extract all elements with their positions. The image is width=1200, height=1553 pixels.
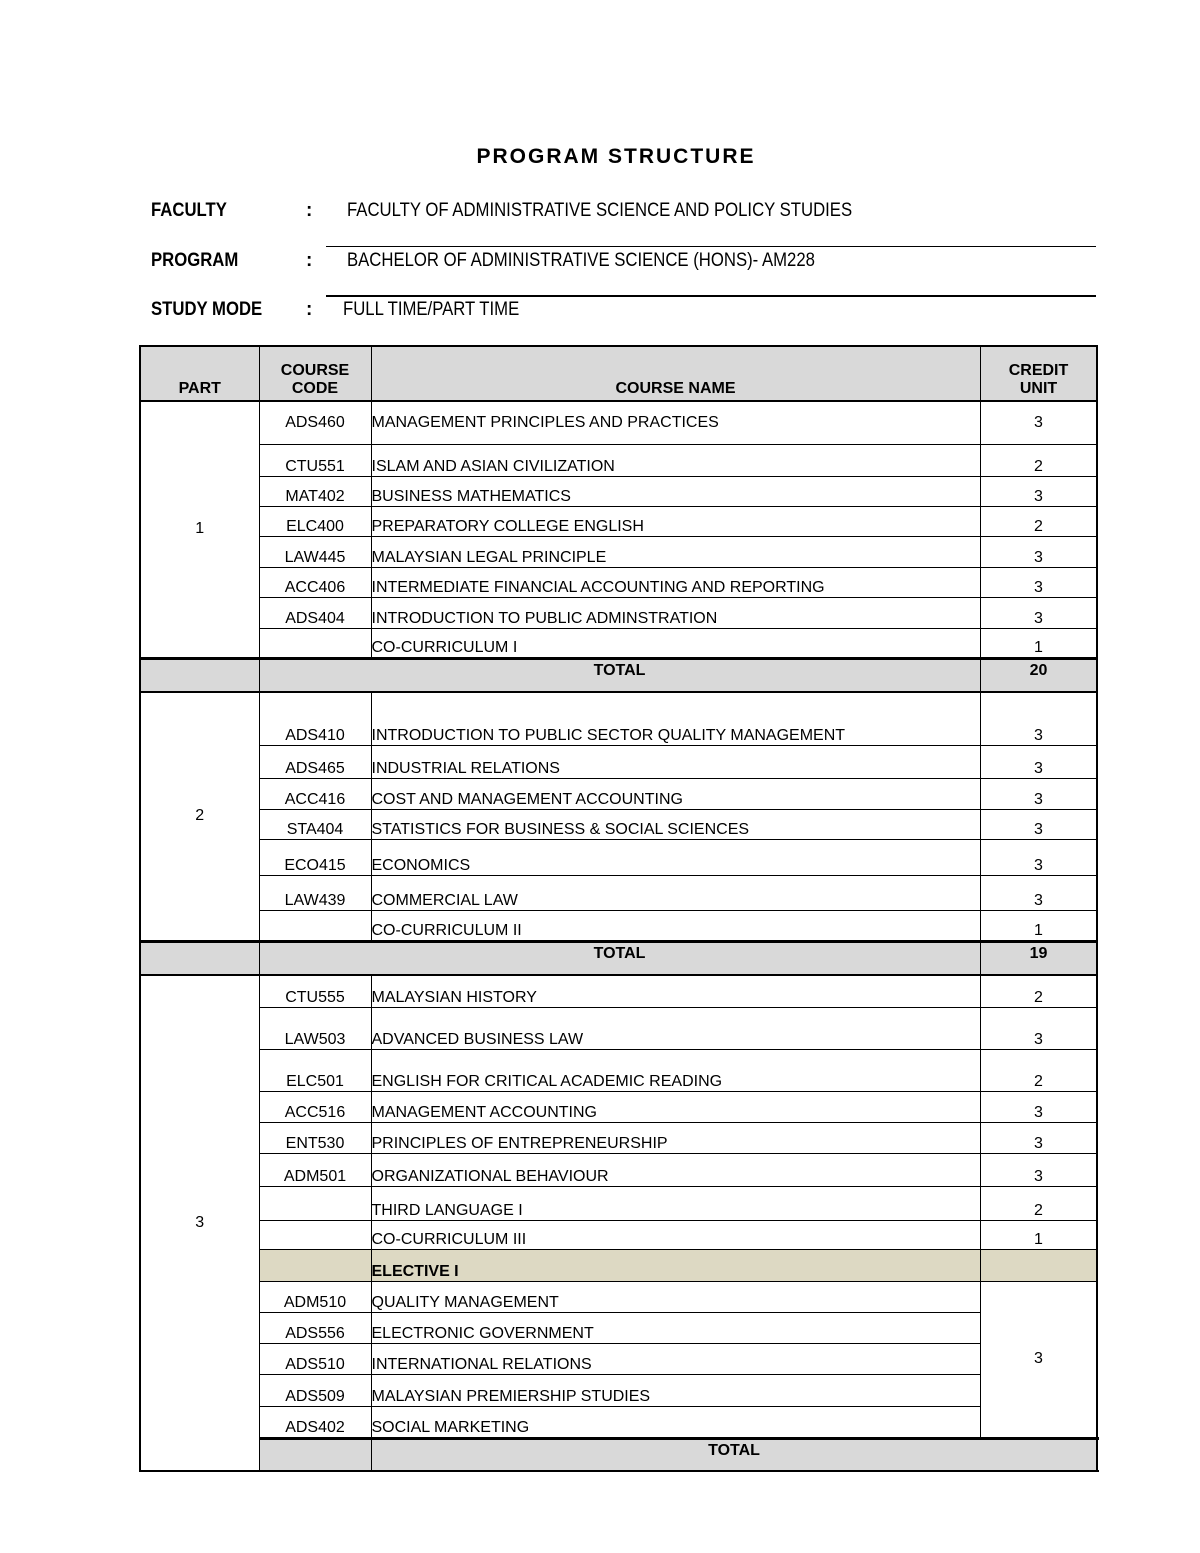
credit-unit: 3 [980,536,1097,567]
faculty-label: FACULTY [151,200,227,221]
credit-unit: 3 [980,401,1097,444]
part-2-total-row [140,941,1097,975]
table-row [140,1186,1097,1220]
course-code: ELC400 [259,506,371,536]
table-row [140,1091,1097,1122]
study-mode-colon: : [306,299,313,320]
table-row [140,1406,1097,1438]
table-row [140,975,1097,1007]
course-name: MANAGEMENT PRINCIPLES AND PRACTICES [371,401,980,444]
total-spacer [140,941,259,975]
course-code: ACC406 [259,567,371,597]
elective-code: ADS402 [259,1406,371,1438]
table-row [140,444,1097,476]
table-row [140,536,1097,567]
course-name: COMMERCIAL LAW [371,875,980,910]
course-name: ADVANCED BUSINESS LAW [371,1007,980,1049]
course-code: MAT402 [259,476,371,506]
table-row [140,1007,1097,1049]
course-code [259,1186,371,1220]
table-row [140,809,1097,839]
course-code: LAW445 [259,536,371,567]
header-credit-unit [980,346,1097,401]
table-row [140,401,1097,444]
course-name: BUSINESS MATHEMATICS [371,476,980,506]
credit-unit: 3 [980,809,1097,839]
elective-header-row [140,1249,1097,1281]
header-code-line2: CODE [291,380,339,397]
course-code: CTU551 [259,444,371,476]
course-code: ECO415 [259,839,371,875]
table-row [140,839,1097,875]
total-value: 19 [980,941,1097,975]
elective-code: ADS510 [259,1343,371,1374]
credit-unit: 3 [980,778,1097,809]
course-name: ENGLISH FOR CRITICAL ACADEMIC READING [371,1049,980,1091]
credit-unit: 3 [980,875,1097,910]
credit-unit: 3 [980,567,1097,597]
part-2-cell: 2 [140,692,259,941]
credit-unit: 3 [980,839,1097,875]
course-code: CTU555 [259,975,371,1007]
course-name: PREPARATORY COLLEGE ENGLISH [371,506,980,536]
credit-unit: 3 [980,692,1097,745]
table-row [140,506,1097,536]
credit-unit: 1 [980,628,1097,658]
course-code [259,1220,371,1249]
part-1-cell: 1 [140,401,259,658]
course-name: COST AND MANAGEMENT ACCOUNTING [371,778,980,809]
table-row [140,910,1097,941]
credit-unit: 3 [980,1153,1097,1186]
course-code: ADS410 [259,692,371,745]
credit-unit: 3 [980,1122,1097,1153]
course-code: ADM501 [259,1153,371,1186]
table-row [140,778,1097,809]
credit-unit: 3 [980,1091,1097,1122]
course-code: ACC416 [259,778,371,809]
course-name: ISLAM AND ASIAN CIVILIZATION [371,444,980,476]
course-name: MALAYSIAN LEGAL PRINCIPLE [371,536,980,567]
course-name: THIRD LANGUAGE I [371,1186,980,1220]
elective-code: ADS556 [259,1312,371,1343]
credit-unit: 3 [980,745,1097,778]
total-spacer [140,658,259,692]
program-value: BACHELOR OF ADMINISTRATIVE SCIENCE (HONS)- AM228 [347,250,815,271]
course-name: PRINCIPLES OF ENTREPRENEURSHIP [371,1122,980,1153]
total-label: TOTAL [259,658,980,692]
table-row [140,692,1097,745]
course-code: STA404 [259,809,371,839]
total-spacer [259,1438,371,1471]
elective-credit: 3 [980,1281,1097,1438]
table-header-row [140,346,1097,401]
table-row [140,476,1097,506]
program-underline [326,295,1096,297]
credit-unit: 2 [980,1049,1097,1091]
course-name: ORGANIZATIONAL BEHAVIOUR [371,1153,980,1186]
header-course-code [259,346,371,401]
elective-code-spacer [259,1249,371,1281]
course-code: LAW503 [259,1007,371,1049]
course-name: MALAYSIAN HISTORY [371,975,980,1007]
elective-name: ELECTRONIC GOVERNMENT [371,1312,980,1343]
course-name: MANAGEMENT ACCOUNTING [371,1091,980,1122]
course-name: INDUSTRIAL RELATIONS [371,745,980,778]
elective-credit-spacer [980,1249,1097,1281]
course-name: INTRODUCTION TO PUBLIC ADMINSTRATION [371,597,980,628]
course-name: ECONOMICS [371,839,980,875]
table-row [140,597,1097,628]
table-row [140,745,1097,778]
table-row [140,567,1097,597]
credit-unit: 2 [980,506,1097,536]
elective-name: QUALITY MANAGEMENT [371,1281,980,1312]
course-code: ADS460 [259,401,371,444]
elective-name: MALAYSIAN PREMIERSHIP STUDIES [371,1374,980,1406]
faculty-underline [326,246,1096,247]
elective-name: INTERNATIONAL RELATIONS [371,1343,980,1374]
course-code [259,910,371,941]
header-code-line1: COURSE [280,362,350,379]
part-3-cell: 3 [140,975,259,1471]
program-colon: : [306,250,313,271]
elective-name: SOCIAL MARKETING [371,1406,980,1438]
course-code [259,628,371,658]
credit-unit: 3 [980,597,1097,628]
table-row [140,1374,1097,1406]
study-mode-label: STUDY MODE [151,299,263,320]
course-name: INTRODUCTION TO PUBLIC SECTOR QUALITY MANAGEMENT [371,692,980,745]
header-credit-line1: CREDIT [1008,362,1069,379]
course-name: CO-CURRICULUM II [371,910,980,941]
table-row [140,628,1097,658]
credit-unit: 3 [980,1007,1097,1049]
table-row [140,1122,1097,1153]
part-1-total-row [140,658,1097,692]
elective-label: ELECTIVE I [371,1249,980,1281]
course-code: ADS465 [259,745,371,778]
credit-unit: 1 [980,1220,1097,1249]
elective-code: ADS509 [259,1374,371,1406]
credit-unit: 2 [980,444,1097,476]
program-label: PROGRAM [151,250,239,271]
header-part: PART [140,346,259,401]
table-row [140,1343,1097,1374]
course-code: LAW439 [259,875,371,910]
credit-unit: 2 [980,1186,1097,1220]
faculty-colon: : [306,200,313,221]
table-row [140,1220,1097,1249]
credit-unit: 1 [980,910,1097,941]
course-code: ACC516 [259,1091,371,1122]
table-row [140,1153,1097,1186]
header-course-name: COURSE NAME [371,346,980,401]
course-name: CO-CURRICULUM I [371,628,980,658]
total-value: 20 [980,658,1097,692]
course-code: ADS404 [259,597,371,628]
table-row [140,1281,1097,1312]
program-structure-table [139,345,1098,1472]
faculty-value: FACULTY OF ADMINISTRATIVE SCIENCE AND POLICY STUDIES [347,200,853,221]
header-credit-line2: UNIT [1019,380,1058,397]
part-3-total-row [140,1438,1097,1471]
study-mode-value: FULL TIME/PART TIME [343,299,520,320]
course-name: STATISTICS FOR BUSINESS & SOCIAL SCIENCES [371,809,980,839]
course-name: CO-CURRICULUM III [371,1220,980,1249]
credit-unit: 2 [980,975,1097,1007]
total-label: TOTAL [259,941,980,975]
table-row [140,875,1097,910]
page-title: PROGRAM STRUCTURE [476,145,756,168]
credit-unit: 3 [980,476,1097,506]
table-row [140,1312,1097,1343]
course-code: ENT530 [259,1122,371,1153]
elective-code: ADM510 [259,1281,371,1312]
course-code: ELC501 [259,1049,371,1091]
total-label: TOTAL [371,1438,1097,1471]
course-name: INTERMEDIATE FINANCIAL ACCOUNTING AND REPORTING [371,567,980,597]
table-row [140,1049,1097,1091]
